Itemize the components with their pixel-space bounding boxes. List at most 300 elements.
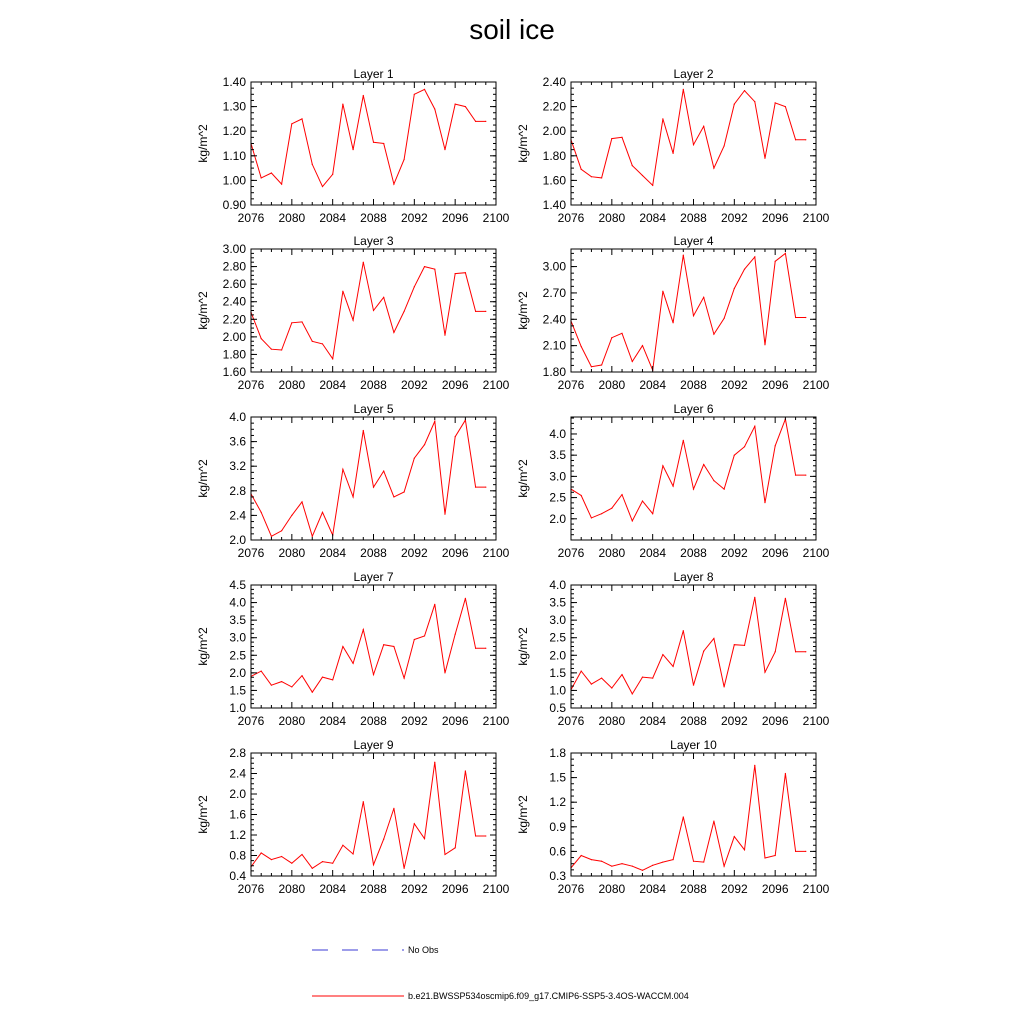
data-point	[795, 317, 796, 318]
data-point	[322, 343, 323, 344]
data-point	[805, 651, 806, 652]
data-point	[621, 494, 622, 495]
y-axis-label: kg/m^2	[516, 627, 530, 666]
data-point	[775, 651, 776, 652]
data-point	[632, 520, 633, 521]
data-point	[383, 143, 384, 144]
data-point	[662, 118, 663, 119]
data-point	[632, 866, 633, 867]
data-point	[683, 630, 684, 631]
x-tick-label: 2084	[639, 882, 667, 896]
x-tick-label: 2080	[598, 714, 626, 728]
y-tick-label: 1.00	[222, 173, 246, 188]
data-point	[434, 762, 435, 763]
data-point	[424, 266, 425, 267]
data-point	[332, 863, 333, 864]
data-point	[734, 644, 735, 645]
data-point	[312, 868, 313, 869]
data-point	[601, 513, 602, 514]
data-point	[632, 165, 633, 166]
data-point	[485, 835, 486, 836]
panel-title: Layer 5	[353, 402, 394, 416]
data-point	[261, 338, 262, 339]
data-point	[363, 430, 364, 431]
x-tick-label: 2084	[319, 882, 347, 896]
x-tick-label: 2080	[278, 378, 306, 392]
x-tick-label: 2088	[680, 714, 707, 728]
y-tick-label: 2.40	[222, 294, 246, 309]
data-point	[373, 674, 374, 675]
data-point	[581, 855, 582, 856]
x-tick-label: 2080	[598, 546, 626, 560]
x-tick-label: 2076	[557, 378, 585, 392]
x-tick-label: 2084	[639, 211, 667, 225]
data-point	[455, 847, 456, 848]
y-tick-label: 3.00	[222, 242, 246, 256]
data-point	[713, 480, 714, 481]
data-point	[642, 345, 643, 346]
y-tick-label: 3.5	[549, 448, 566, 463]
data-point	[581, 495, 582, 496]
data-point	[683, 816, 684, 817]
x-tick-label: 2092	[720, 378, 748, 392]
y-tick-label: 3.0	[549, 613, 566, 628]
data-point	[342, 845, 343, 846]
data-point	[785, 106, 786, 107]
x-tick-label: 2084	[319, 211, 347, 225]
data-point	[444, 514, 445, 515]
plot-frame	[251, 585, 496, 708]
data-point	[642, 676, 643, 677]
data-point	[724, 686, 725, 687]
y-axis-label: kg/m^2	[196, 459, 210, 498]
x-tick-label: 2076	[237, 211, 265, 225]
x-tick-label: 2092	[720, 546, 748, 560]
data-point	[434, 269, 435, 270]
legend-model-label: b.e21.BWSSP534oscmip6.f09_g17.CMIP6-SSP5-3.4OS-WACCM.004	[408, 991, 689, 1001]
x-tick-label: 2096	[441, 882, 469, 896]
y-tick-label: 3.0	[549, 469, 566, 484]
series-line	[561, 419, 806, 521]
x-tick-label: 2100	[802, 714, 830, 728]
panel-layer-10	[516, 738, 830, 896]
y-tick-label: 1.60	[542, 173, 566, 188]
data-point	[414, 458, 415, 459]
y-tick-label: 1.0	[549, 683, 566, 698]
main-title: soil ice	[469, 14, 555, 45]
data-point	[621, 137, 622, 138]
data-point	[301, 501, 302, 502]
data-point	[301, 118, 302, 119]
data-point	[424, 444, 425, 445]
data-point	[601, 364, 602, 365]
data-point	[805, 475, 806, 476]
data-point	[465, 598, 466, 599]
legend-obs-label: No Obs	[408, 945, 439, 955]
x-tick-label: 2080	[598, 211, 626, 225]
y-tick-label: 2.00	[222, 329, 246, 344]
data-point	[693, 144, 694, 145]
x-tick-label: 2092	[400, 714, 428, 728]
data-point	[271, 536, 272, 537]
data-point	[281, 349, 282, 350]
data-point	[352, 663, 353, 664]
data-point	[301, 854, 302, 855]
y-tick-label: 2.40	[542, 312, 566, 327]
x-tick-label: 2096	[441, 378, 469, 392]
data-point	[652, 678, 653, 679]
y-tick-label: 2.20	[222, 312, 246, 327]
data-point	[383, 297, 384, 298]
data-point	[764, 857, 765, 858]
y-tick-label: 2.00	[542, 124, 566, 139]
plot-frame	[571, 585, 816, 708]
data-point	[455, 634, 456, 635]
data-point	[662, 861, 663, 862]
data-point	[744, 446, 745, 447]
x-tick-label: 2080	[278, 714, 306, 728]
y-axis-label: kg/m^2	[516, 291, 530, 330]
data-point	[404, 159, 405, 160]
y-tick-label: 2.5	[549, 630, 566, 645]
data-point	[795, 651, 796, 652]
panel-title: Layer 3	[353, 234, 394, 248]
y-tick-label: 0.6	[549, 844, 566, 859]
data-point	[475, 648, 476, 649]
data-point	[424, 635, 425, 636]
x-tick-label: 2084	[639, 546, 667, 560]
x-tick-label: 2100	[482, 211, 510, 225]
data-point	[652, 513, 653, 514]
data-point	[404, 678, 405, 679]
data-point	[261, 512, 262, 513]
y-tick-label: 3.00	[542, 259, 566, 274]
data-point	[455, 273, 456, 274]
data-point	[465, 770, 466, 771]
data-point	[805, 139, 806, 140]
plot-frame	[571, 249, 816, 372]
data-point	[393, 646, 394, 647]
data-point	[281, 530, 282, 531]
x-tick-label: 2096	[761, 378, 789, 392]
data-point	[301, 675, 302, 676]
data-point	[475, 121, 476, 122]
y-axis-label: kg/m^2	[516, 795, 530, 834]
data-point	[434, 421, 435, 422]
data-point	[703, 650, 704, 651]
x-tick-label: 2096	[761, 882, 789, 896]
x-tick-label: 2088	[360, 378, 387, 392]
panel-title: Layer 9	[353, 738, 394, 752]
data-point	[373, 310, 374, 311]
x-tick-label: 2084	[319, 714, 347, 728]
data-point	[383, 839, 384, 840]
y-tick-label: 1.2	[229, 828, 246, 842]
x-tick-label: 2084	[319, 378, 347, 392]
data-point	[291, 863, 292, 864]
y-tick-label: 2.10	[542, 338, 566, 353]
data-point	[444, 672, 445, 673]
data-point	[724, 318, 725, 319]
data-point	[342, 104, 343, 105]
x-tick-label: 2092	[720, 882, 748, 896]
data-point	[734, 104, 735, 105]
x-tick-label: 2092	[400, 211, 428, 225]
x-tick-label: 2096	[761, 714, 789, 728]
y-tick-label: 3.5	[229, 613, 246, 628]
y-tick-label: 0.5	[549, 701, 566, 715]
data-point	[713, 334, 714, 335]
data-point	[424, 89, 425, 90]
data-point	[591, 684, 592, 685]
y-tick-label: 3.6	[229, 434, 246, 449]
data-point	[581, 346, 582, 347]
data-point	[724, 866, 725, 867]
x-tick-label: 2076	[237, 546, 265, 560]
data-point	[621, 674, 622, 675]
data-point	[312, 692, 313, 693]
data-point	[795, 851, 796, 852]
panel-title: Layer 8	[673, 570, 714, 584]
x-tick-label: 2088	[680, 378, 707, 392]
data-point	[281, 856, 282, 857]
series-line	[561, 253, 806, 370]
y-axis-label: kg/m^2	[196, 124, 210, 163]
y-tick-label: 2.80	[222, 259, 246, 274]
data-point	[724, 489, 725, 490]
data-point	[363, 262, 364, 263]
data-point	[373, 864, 374, 865]
panel-title: Layer 1	[353, 67, 394, 81]
y-axis-label: kg/m^2	[196, 627, 210, 666]
data-point	[291, 322, 292, 323]
data-point	[291, 515, 292, 516]
data-point	[672, 322, 673, 323]
data-point	[261, 177, 262, 178]
data-point	[424, 838, 425, 839]
data-point	[322, 186, 323, 187]
panel-title: Layer 7	[353, 570, 394, 584]
panel-layer-6	[516, 402, 830, 560]
y-tick-label: 1.5	[549, 770, 566, 785]
data-point	[611, 687, 612, 688]
x-tick-label: 2080	[278, 882, 306, 896]
y-tick-label: 1.80	[542, 365, 566, 379]
data-point	[414, 823, 415, 824]
data-point	[754, 256, 755, 257]
data-point	[444, 149, 445, 150]
series-line	[561, 765, 806, 870]
y-tick-label: 0.8	[229, 848, 246, 863]
data-point	[775, 855, 776, 856]
data-point	[291, 123, 292, 124]
y-tick-label: 1.20	[222, 124, 246, 139]
series-line	[561, 597, 806, 694]
panel-layer-9	[196, 738, 510, 896]
x-tick-label: 2088	[360, 882, 387, 896]
x-tick-label: 2088	[680, 211, 707, 225]
y-tick-label: 1.5	[229, 683, 246, 698]
y-tick-label: 2.5	[549, 490, 566, 505]
y-tick-label: 1.40	[222, 75, 246, 89]
data-point	[713, 638, 714, 639]
x-tick-label: 2088	[680, 546, 707, 560]
data-point	[271, 859, 272, 860]
data-point	[744, 90, 745, 91]
data-point	[734, 288, 735, 289]
data-point	[652, 865, 653, 866]
x-tick-label: 2096	[761, 211, 789, 225]
panel-layer-5	[196, 402, 510, 560]
y-tick-label: 2.8	[229, 746, 246, 760]
data-point	[805, 851, 806, 852]
data-point	[261, 852, 262, 853]
data-point	[404, 311, 405, 312]
data-point	[281, 681, 282, 682]
data-point	[475, 835, 476, 836]
x-tick-label: 2100	[482, 546, 510, 560]
x-tick-label: 2100	[802, 546, 830, 560]
data-point	[611, 866, 612, 867]
data-point	[744, 269, 745, 270]
data-point	[611, 508, 612, 509]
panel-title: Layer 4	[673, 234, 714, 248]
panel-title: Layer 2	[673, 67, 714, 81]
data-point	[373, 142, 374, 143]
data-point	[591, 859, 592, 860]
data-point	[662, 291, 663, 292]
data-point	[775, 445, 776, 446]
x-tick-label: 2076	[237, 378, 265, 392]
data-point	[734, 836, 735, 837]
y-tick-label: 2.0	[229, 665, 246, 680]
data-point	[591, 517, 592, 518]
x-tick-label: 2088	[680, 882, 707, 896]
data-point	[363, 95, 364, 96]
data-point	[475, 487, 476, 488]
x-tick-label: 2092	[400, 546, 428, 560]
data-point	[352, 496, 353, 497]
data-point	[693, 685, 694, 686]
data-point	[591, 176, 592, 177]
data-point	[672, 486, 673, 487]
x-tick-label: 2084	[639, 378, 667, 392]
data-point	[703, 464, 704, 465]
x-tick-label: 2096	[761, 546, 789, 560]
data-point	[764, 502, 765, 503]
x-tick-label: 2096	[441, 546, 469, 560]
data-point	[342, 291, 343, 292]
data-point	[632, 361, 633, 362]
data-point	[785, 598, 786, 599]
y-tick-label: 1.40	[542, 198, 566, 212]
data-point	[261, 671, 262, 672]
data-point	[581, 671, 582, 672]
data-point	[693, 489, 694, 490]
data-point	[434, 108, 435, 109]
data-point	[683, 89, 684, 90]
x-tick-label: 2080	[598, 882, 626, 896]
data-point	[444, 335, 445, 336]
panel-layer-4	[516, 234, 830, 392]
panel-layer-1	[196, 67, 510, 225]
data-point	[322, 861, 323, 862]
data-point	[601, 177, 602, 178]
data-point	[693, 315, 694, 316]
y-tick-label: 3.2	[229, 459, 246, 474]
data-point	[785, 773, 786, 774]
x-tick-label: 2100	[482, 378, 510, 392]
data-point	[764, 344, 765, 345]
y-tick-label: 3.5	[549, 595, 566, 610]
data-point	[434, 604, 435, 605]
y-tick-label: 2.60	[222, 277, 246, 292]
data-point	[795, 139, 796, 140]
data-point	[332, 174, 333, 175]
data-point	[703, 126, 704, 127]
x-tick-label: 2076	[237, 714, 265, 728]
series-line	[561, 89, 806, 185]
x-tick-label: 2100	[482, 882, 510, 896]
data-point	[404, 868, 405, 869]
x-tick-label: 2092	[400, 882, 428, 896]
data-point	[342, 469, 343, 470]
data-point	[611, 138, 612, 139]
y-tick-label: 1.80	[222, 347, 246, 362]
x-tick-label: 2092	[720, 211, 748, 225]
y-tick-label: 1.2	[549, 795, 566, 810]
data-point	[611, 337, 612, 338]
data-point	[485, 311, 486, 312]
y-tick-label: 1.30	[222, 99, 246, 114]
data-point	[754, 101, 755, 102]
data-point	[754, 765, 755, 766]
data-point	[414, 286, 415, 287]
data-point	[444, 854, 445, 855]
data-point	[591, 366, 592, 367]
data-point	[621, 333, 622, 334]
y-tick-label: 2.0	[549, 648, 566, 663]
x-tick-label: 2076	[557, 714, 585, 728]
data-point	[322, 512, 323, 513]
y-tick-label: 0.90	[222, 198, 246, 212]
data-point	[383, 644, 384, 645]
y-tick-label: 2.4	[229, 508, 246, 523]
x-tick-label: 2100	[482, 714, 510, 728]
data-point	[373, 487, 374, 488]
data-point	[363, 801, 364, 802]
data-point	[312, 536, 313, 537]
data-point	[271, 349, 272, 350]
x-tick-label: 2080	[278, 546, 306, 560]
data-point	[271, 172, 272, 173]
data-point	[734, 455, 735, 456]
x-tick-label: 2088	[360, 546, 387, 560]
x-tick-label: 2100	[802, 882, 830, 896]
y-tick-label: 1.6	[229, 807, 246, 822]
data-point	[485, 121, 486, 122]
data-point	[683, 440, 684, 441]
y-tick-label: 2.8	[229, 483, 246, 498]
data-point	[281, 183, 282, 184]
data-point	[713, 820, 714, 821]
data-point	[393, 496, 394, 497]
plot-frame	[251, 82, 496, 205]
data-point	[465, 106, 466, 107]
y-axis-label: kg/m^2	[516, 124, 530, 163]
y-tick-label: 1.60	[222, 365, 246, 379]
plot-frame	[571, 753, 816, 876]
